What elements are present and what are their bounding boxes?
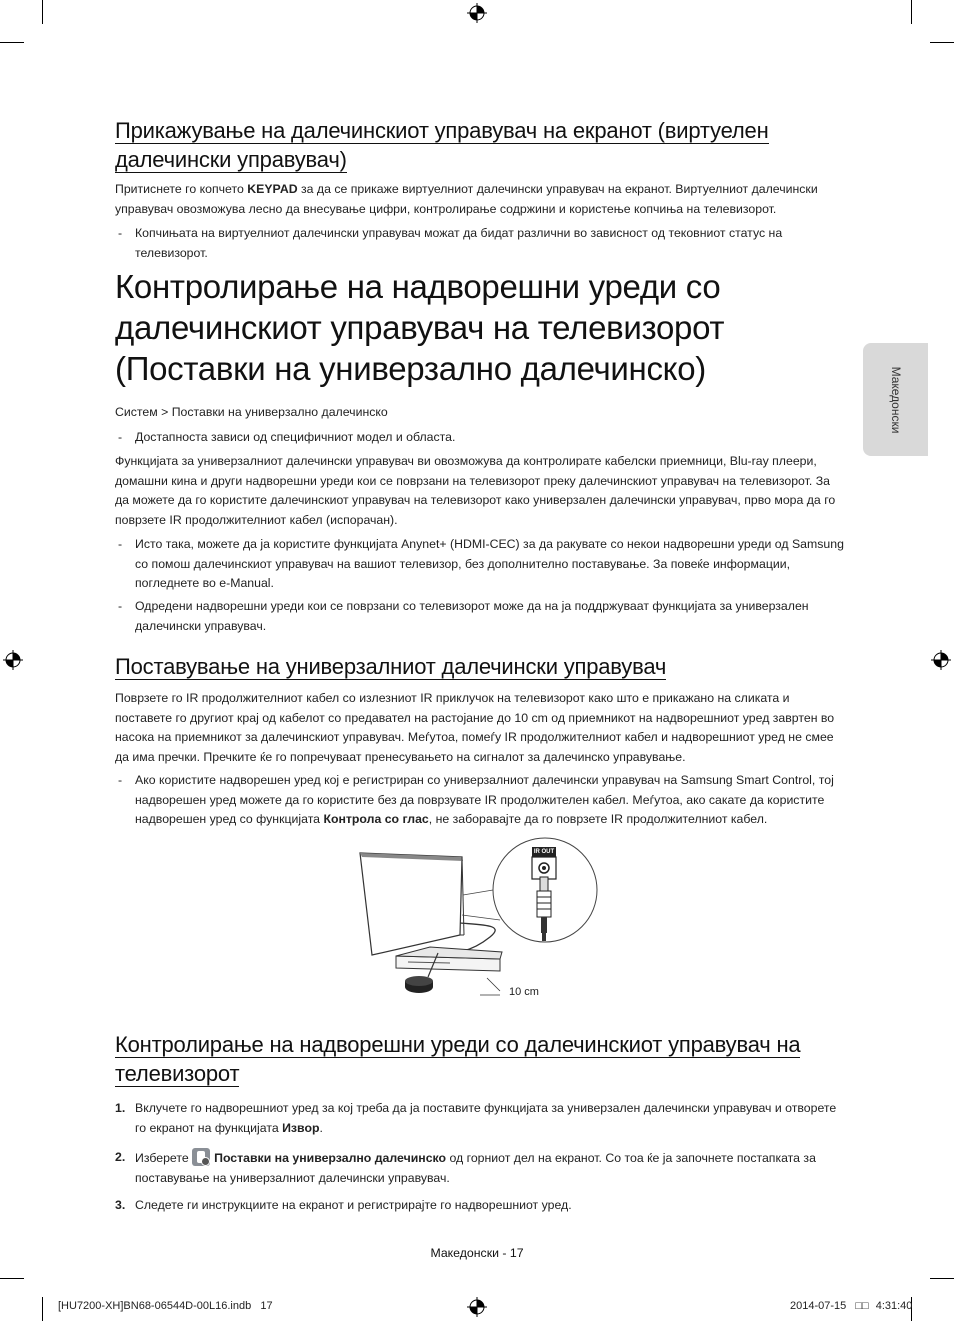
section-title-control-devices: Контролирање на надворешни уреди со далечинскиот управувач на телевизорот [115,1032,801,1086]
section2-note-availability: - Достапноста зависи од специфичниот модел и областа. [118,430,456,444]
registration-mark-icon [467,3,487,23]
language-side-tab [863,343,928,456]
side-tab-label: Македонски [888,366,903,433]
step-1: 1. Вклучете го надворешниот уред за кој треба да ја поставите функцијата за универзален далечински управувач и отворете го екранот на функцијата Извор. [115,1101,837,1135]
crop-mark [0,1278,24,1279]
step-2: 2. Изберете Поставки на универзално далечинско од горниот дел на екранот. Со тоа ќе ја започнете постапката за поставување на универзалниот далечински управувач. [115,1150,816,1185]
section3-paragraph: Поврзете го IR продолжителниот кабел со излезниот IR приклучок на телевизорот како што е прикажано на сликата и поставете го другиот крај од кабелот со предавател на растојание до 10 cm од приемникот на надворешниот уред завртен во насока на приемникот за далечинскиот управувач. Меѓутоа, помеѓу IR продолжителниот кабел и надворешниот уред не смее да има пречки. Пречките ќе го попречуваат пренесувањето на сигналот за далечинско управување. [115,691,835,764]
crop-mark [42,0,43,24]
step-3: 3. Следете ги инструкциите на екранот и регистрирајте го надворешниот уред. [115,1198,572,1212]
keypad-label: KEYPAD [247,182,298,196]
section3-note: - Ако користите надворешен уред кој е регистриран со универзалниот далечински управувач на Samsung Smart Control, тој надворешен уред можете да го користите без да поврзувате IR продолжителен кабел. Меѓутоа, ако сакате да користите надворешен уред со функцијата Контрола со глас, не заборавајте да го поврзете IR продолжителниот кабел. [118,773,834,826]
source-label: Извор [282,1120,320,1135]
registration-mark-icon [467,1297,487,1317]
print-date-info: 2014-07-15 □□ 4:31:40 [790,1300,913,1312]
section-title-virtual-remote: Прикажување на далечинскиот управувач на екранот (виртуелен далечински управувач) [115,118,769,172]
universal-remote-settings-label: Поставки на универзално далечинско [214,1151,447,1165]
crop-mark [0,42,24,43]
crop-mark [930,42,954,43]
section2-note-support: - Одредени надворешни уреди кои се поврзани со телевизорот може да на ја поддржуваат функцијата за универзален далечински управувач. [118,599,809,633]
crop-mark [42,1297,43,1321]
menu-path: Систем > Поставки на универзално далечинско [115,405,388,419]
section-title-setup: Поставување на универзалниот далечински управувач [115,654,667,679]
section1-note: - Копчињата на виртуелниот далечински управувач можат да бидат различни во зависност од тековниот статус на телевизорот. [118,226,783,260]
registration-mark-icon [931,650,951,670]
registration-mark-icon [3,650,23,670]
crop-mark [911,0,912,24]
print-file-info: [HU7200-XH]BN68-06544D-00L16.indb 17 [58,1300,273,1312]
crop-mark [930,1278,954,1279]
section-title-universal-remote: Контролирање на надворешни уреди со далечинскиот управувач на телевизорот (Поставки на универзално далечинско) [115,268,725,387]
universal-remote-settings-icon [192,1148,210,1166]
distance-label: 10 cm [509,986,539,998]
ir-out-label: IR OUT [533,849,555,855]
section2-note-anynet: - Исто така, можете да ја користите функцијата Anynet+ (HDMI-CEC) за да ракувате со некои надворешни уреди од Samsung со помош далечинскиот управувач на вашиот телевизор, без дополнително поставување. За повеќе информации, погледнете во e-Manual. [118,537,844,590]
e-manual-link: e-Manual [219,576,271,590]
section1-paragraph: Притиснете го копчето KEYPAD за да се прикаже виртуелниот далечински управувач на екранот. Виртуелниот далечински управувач овозможува лесно да внесување цифри, контролирање содржини и користење копчиња на телевизорот. [115,182,818,216]
voice-control-label: Контрола со глас [323,812,429,826]
page-number: Македонски - 17 [430,1246,524,1260]
ir-cable-connection-illustration [350,835,610,1005]
section2-paragraph: Функцијата за универзалниот далечински управувач ви овозможува да контролирате кабелски приемници, Blu-ray плеери, домашни кина и други надворешни уреди кои се поврзани на телевизорот преку далечинскиот управувач на телевизорот. За да можете да го користите далечинскиот управувач на телевизорот како универзален далечински управувач, прво мора да го поврзете IR продолжителниот кабел (испорачан). [115,454,836,527]
